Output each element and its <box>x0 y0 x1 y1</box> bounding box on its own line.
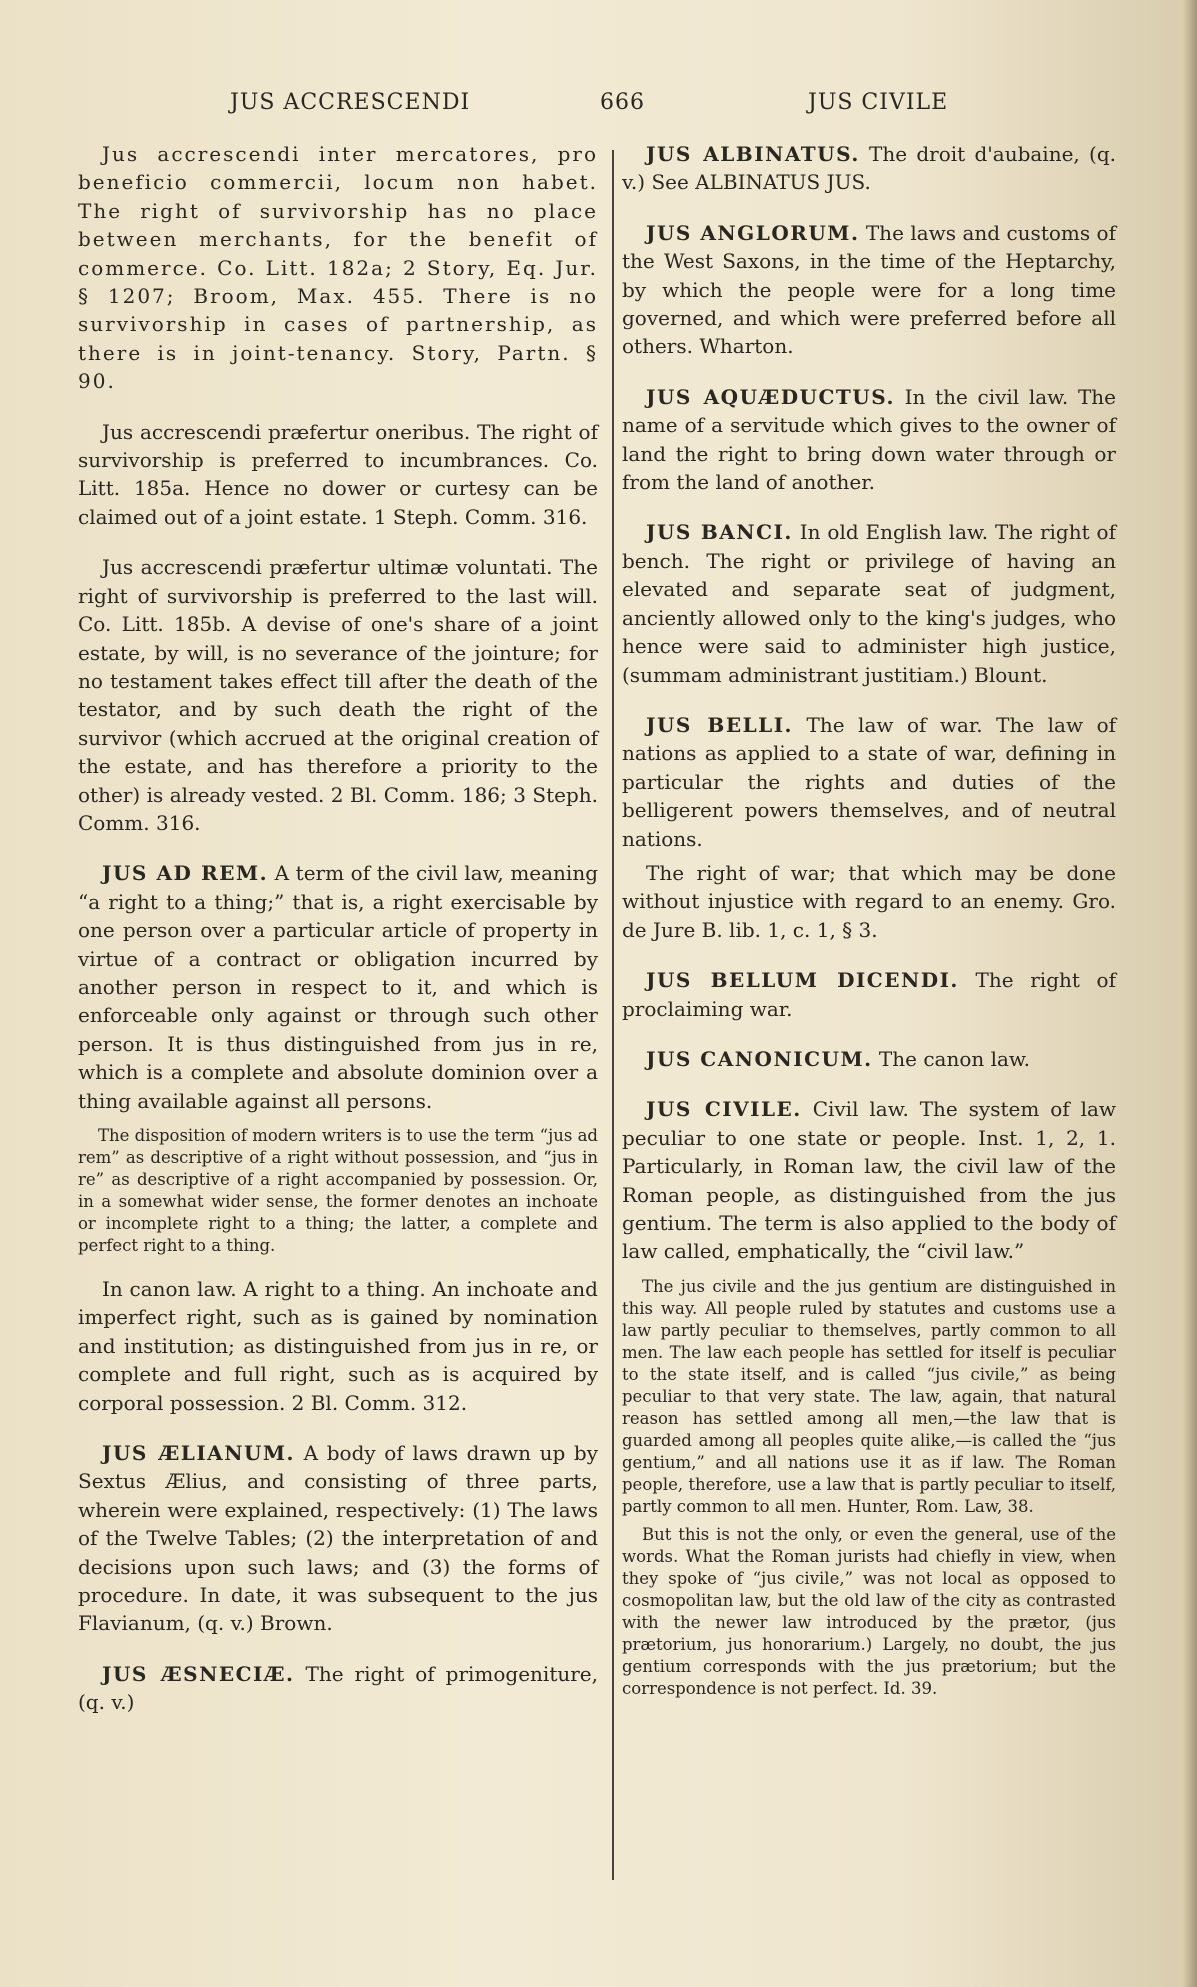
note-text: The disposition of modern writers is to use the term “jus ad rem” as descriptive of a right without possession, and “jus in re” as descriptive of a right accompanied by possession. Or, in a somewhat wider sense, the former denotes an inchoate or incomplete right to a thing; the latter, a complete and perfect right to a thing. <box>78 1126 598 1255</box>
headword: JUS BELLI. <box>646 712 794 737</box>
entry-jus-canonicum <box>622 1045 1116 1073</box>
entry-jus-banci <box>622 518 1116 688</box>
entry-jus-ad-rem-canon-law <box>78 1275 598 1417</box>
headword: JUS BANCI. <box>646 520 793 545</box>
headword: JUS ANGLORUM. <box>646 220 860 245</box>
page-number: 666 <box>600 90 645 115</box>
entry-text: A body of laws drawn up by Sextus Ælius, and consisting of three parts, wherein were explained, respectively: (1) The laws of the Twelve Tables; (2) the interpretation of and decisions upon such laws; and (3) the forms of procedure. In date, it was subsequent to the jus Flavianum, (q. v.) Brown. <box>78 1441 598 1636</box>
running-head-left: JUS ACCRESCENDI <box>230 90 471 115</box>
entry-paragraph <box>78 1439 598 1638</box>
entry-text: In old English law. The right of bench. The right or privilege of having an elevated and separate seat of judgment, anciently allowed only to the king's judges, who hence were said to administer high justice, (summam administrant justitiam.) Blount. <box>622 520 1116 687</box>
entry-text: Jus accrescendi inter mercatores, pro beneficio commercii, locum non habet. The right of survivorship has no place between merchants, for the benefit of commerce. Co. Litt. 182a; 2 Story, Eq. Jur. § 1207; Broom, Max. 455. There is no survivorship in cases of partnership, as there is in joint-tenancy. Story, Partn. § 90. <box>78 142 598 394</box>
entry-text: Jus accrescendi præfertur oneribus. The right of survivorship is preferred to incumbrances. Co. Litt. 185a. Hence no dower or curtesy can be claimed out of a joint estate. 1 Steph. Comm. 316. <box>78 419 598 529</box>
note-text: But this is not the only, or even the general, use of the words. What the Roman jurists had chiefly in view, when they spoke of “jus civile,” was not local as opposed to cosmopolitan law, but the old law of the city as contrasted with the newer law introduced by the prætor, (jus prætorium, jus honorarium.) Largely, no doubt, the jus gentium corresponds with the jus prætorium; but the correspondence is not perfect. Id. 39. <box>622 1524 1116 1698</box>
entry-paragraph <box>622 1095 1116 1265</box>
entry-jus-ad-rem <box>78 859 598 1115</box>
entry-jus-aquaeductus <box>622 383 1116 497</box>
entry-text: Jus accrescendi præfertur ultimæ voluntati. The right of survivorship is preferred to the last will. Co. Litt. 185b. A devise of one's share of a joint estate, by will, is no severance of the jointure; for no testament takes effect till after the death of the testator, and by such death the right of the survivor (which accrued at the original creation of the estate, and has therefore a priority to the other) is already vested. 2 Bl. Comm. 186; 3 Steph. Comm. 316. <box>78 555 598 835</box>
entry-text: The right of war; that which may be done without injustice with regard to an enemy. Gro. de Jure B. lib. 1, c. 1, § 3. <box>622 860 1116 942</box>
entry-paragraph <box>622 711 1116 853</box>
right-column <box>622 140 1116 1718</box>
entry-paragraph <box>622 140 1116 197</box>
entry-paragraph <box>622 219 1116 361</box>
entry-paragraph <box>622 383 1116 497</box>
note-jus-civile <box>622 1276 1116 1700</box>
entry-text: The law of war. The law of nations as applied to a state of war, defining in particular the rights and duties of the belligerent powers themselves, and of neutral nations. <box>622 712 1117 851</box>
headword: JUS CIVILE. <box>646 1097 802 1122</box>
entry-text: Civil law. The system of law peculiar to one state or people. Inst. 1, 2, 1. Particularly, in Roman law, the civil law of the Roman people, as distinguished from the jus gentium. The term is also applied to the body of law called, emphatically, the “civil law.” <box>622 1097 1117 1264</box>
column-divider <box>612 150 614 1880</box>
page-edge-shadow <box>1183 0 1197 1987</box>
headword: JUS BELLUM DICENDI. <box>646 968 959 993</box>
entry-jus-aesneciae <box>78 1660 598 1717</box>
entry-jus-civile <box>622 1095 1116 1265</box>
entry-jus-albinatus <box>622 140 1116 197</box>
entry-text: The right of primogeniture, (q. v.) <box>78 1661 599 1715</box>
note-jus-ad-rem <box>78 1125 598 1257</box>
headword: JUS ÆLIANUM. <box>102 1441 296 1466</box>
entry-text: In the civil law. The name of a servitude which gives to the owner of land the right to bring down water through or from the land of another. <box>622 384 1117 495</box>
entry-text: The laws and customs of the West Saxons, in the time of the Heptarchy, by which the people were for a long time governed, and which were preferred before all others. Wharton. <box>622 220 1116 359</box>
entry-paragraph <box>622 966 1116 1023</box>
entry-text: In canon law. A right to a thing. An inchoate and imperfect right, such as is gained by nomination and institution; as distinguished from jus in re, or complete and full right, such as is acquired by corporal possession. 2 Bl. Comm. 312. <box>78 1277 598 1415</box>
entry-text: The canon law. <box>878 1046 1031 1071</box>
entry-paragraph <box>622 1045 1116 1073</box>
headword: JUS ALBINATUS. <box>646 142 860 166</box>
entry-jus-accrescendi-oneribus <box>78 418 598 532</box>
entry-jus-aelianum <box>78 1439 598 1638</box>
running-head-right: JUS CIVILE <box>808 90 949 115</box>
headword: JUS CANONICUM. <box>646 1046 873 1071</box>
entry-jus-accrescendi-mercatores <box>78 140 598 396</box>
entry-text: The right of proclaiming war. <box>622 968 1116 1021</box>
note-text: The jus civile and the jus gentium are distinguished in this way. All people ruled by statutes and customs use a law partly peculiar to themselves, partly common to all men. The law each people has settled for itself is peculiar to the state itself, and is called “jus civile,” as being peculiar to that very state. The law, again, that natural reason has settled among all men,—the law that is guarded among all peoples quite alike,—is called the “jus gentium,” and all nations use it as if law. The Roman people, therefore, use a law that is partly peculiar to itself, partly common to all men. Hunter, Rom. Law, 38. <box>622 1276 1116 1516</box>
entry-paragraph <box>78 1660 598 1717</box>
entry-jus-anglorum <box>622 219 1116 361</box>
headword: JUS AQUÆDUCTUS. <box>646 384 895 409</box>
entry-paragraph <box>78 859 598 1115</box>
entry-text: The droit d'aubaine, (q. v.) See ALBINATUS JUS. <box>622 142 1116 195</box>
entry-jus-accrescendi-ultimae <box>78 553 598 837</box>
entry-jus-bellum-dicendi <box>622 966 1116 1023</box>
entry-text: A term of the civil law, meaning “a right to a thing;” that is, a right exercisable by one person over a particular article of property in virtue of a contract or obligation incurred by another person in respect to it, and which is enforceable only against or through such other person. It is thus distinguished from jus in re, which is a complete and absolute dominion over a thing available against all persons. <box>78 861 599 1113</box>
left-column <box>78 140 598 1739</box>
headword: JUS AD REM. <box>102 861 269 886</box>
headword: JUS ÆSNECIÆ. <box>102 1661 295 1686</box>
entry-paragraph <box>622 518 1116 688</box>
entry-jus-belli <box>622 711 1116 944</box>
